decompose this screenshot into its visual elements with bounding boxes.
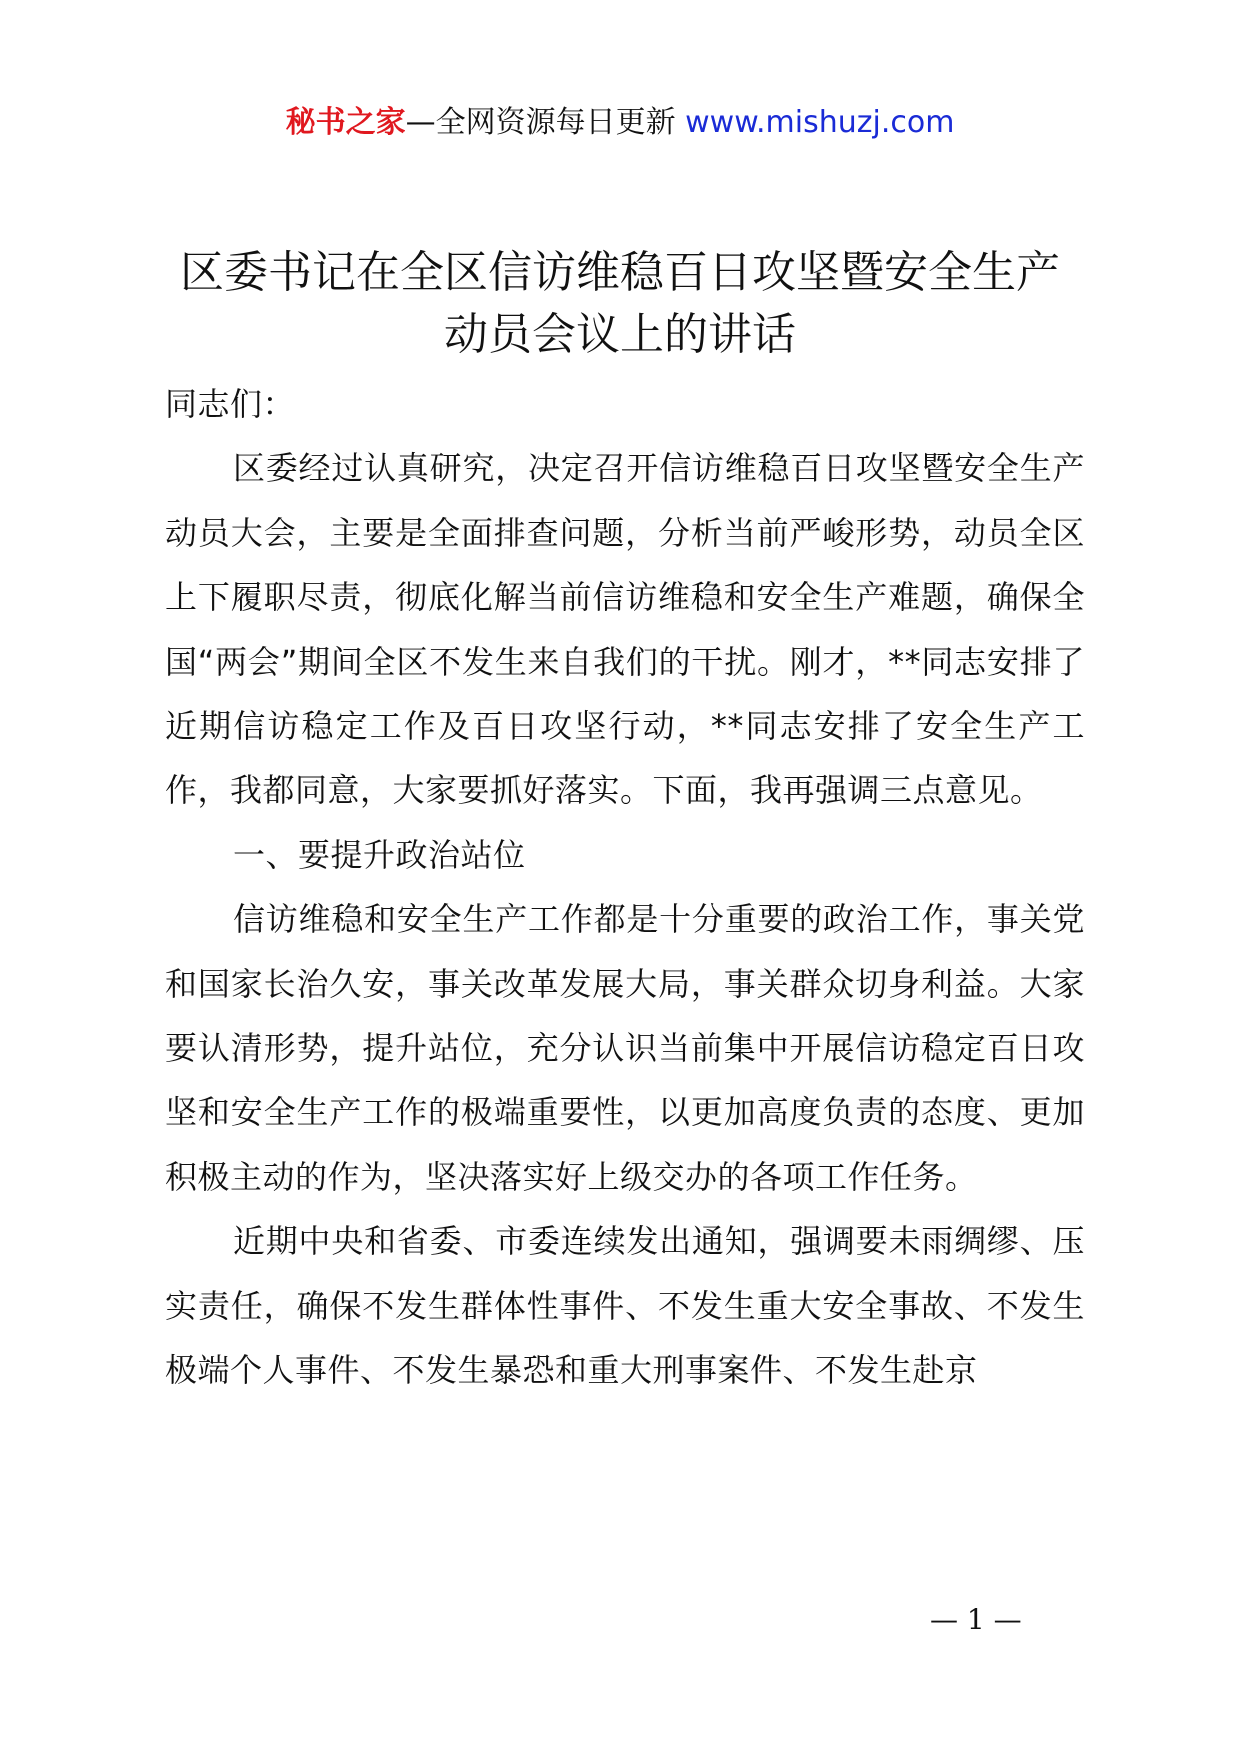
paragraph: 近期中央和省委、市委连续发出通知，强调要未雨绸缪、压实责任，确保不发生群体性事件、不发生重大安全事故、不发生极端个人事件、不发生暴恐和重大刑事案件、不发生赴京 [165,1222,1085,1390]
paragraph: 区委经过认真研究，决定召开信访维稳百日攻坚暨安全生产动员大会，主要是全面排查问题，分析当前严峻形势，动员全区上下履职尽责，彻底化解当前信访维稳和安全生产难题，确保全国“两会”期间全区不发生来自我们的干扰。刚才，**同志安排了近期信访稳定工作及百日攻坚行动，**同志安排了安全生产工作，我都同意，大家要抓好落实。下面，我再强调三点意见。 [165,449,1085,810]
salutation: 同志们： [165,385,296,423]
page-number: — 1 — [930,1603,1022,1636]
document-body [165,372,1085,1403]
banner-tagline: —全网资源每日更新 [405,105,686,140]
section-heading: 一、要提升政治站位 [233,835,526,874]
title-line-1: 区委书记在全区信访维稳百日攻坚暨安全生产 [180,247,1060,298]
title-line-2: 动员会议上的讲话 [444,309,796,360]
site-banner [0,100,1240,146]
document-title [150,242,1090,366]
site-url: www.mishuzj.com [685,105,955,140]
brand-name: 秘书之家 [285,105,406,140]
paragraph: 信访维稳和安全生产工作都是十分重要的政治工作，事关党和国家长治久安，事关改革发展大局，事关群众切身利益。大家要认清形势，提升站位，充分认识当前集中开展信访稳定百日攻坚和安全生产工作的极端重要性，以更加高度负责的态度、更加积极主动的作为，坚决落实好上级交办的各项工作任务。 [165,900,1085,1196]
